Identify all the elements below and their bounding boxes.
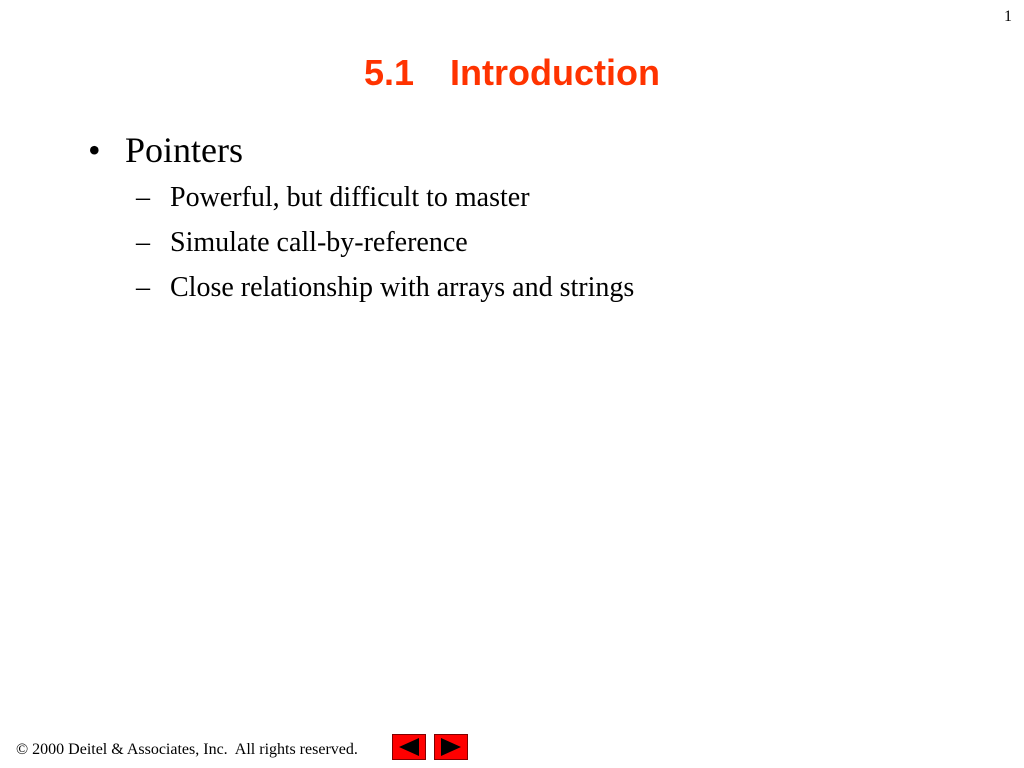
- sub-bullet-list: [136, 182, 634, 304]
- slide-number: 1: [1004, 8, 1012, 25]
- title-section-number: 5.1: [364, 52, 415, 93]
- next-slide-button[interactable]: [434, 734, 468, 760]
- title-text: Introduction: [450, 52, 660, 93]
- dash-marker: –: [136, 227, 150, 258]
- slide-title: [0, 52, 1024, 94]
- dash-marker: –: [136, 182, 150, 213]
- bullet-marker: •: [88, 130, 101, 170]
- triangle-left-icon: [393, 735, 425, 759]
- sub-bullet-text: Close relationship with arrays and strings: [170, 272, 635, 303]
- dash-marker: –: [136, 272, 150, 303]
- sub-bullet-item: [136, 227, 634, 259]
- sub-bullet-text: Simulate call-by-reference: [170, 227, 468, 258]
- triangle-right-icon: [435, 735, 467, 759]
- sub-bullet-text: Powerful, but difficult to master: [170, 182, 530, 213]
- bullet-text: Pointers: [125, 130, 244, 170]
- bullet-item-pointers: [88, 128, 634, 172]
- sub-bullet-item: [136, 272, 634, 304]
- sub-bullet-item: [136, 182, 634, 214]
- previous-slide-button[interactable]: [392, 734, 426, 760]
- slide-content: [88, 128, 634, 317]
- copyright-footer: © 2000 Deitel & Associates, Inc. All rights reserved.: [16, 741, 358, 758]
